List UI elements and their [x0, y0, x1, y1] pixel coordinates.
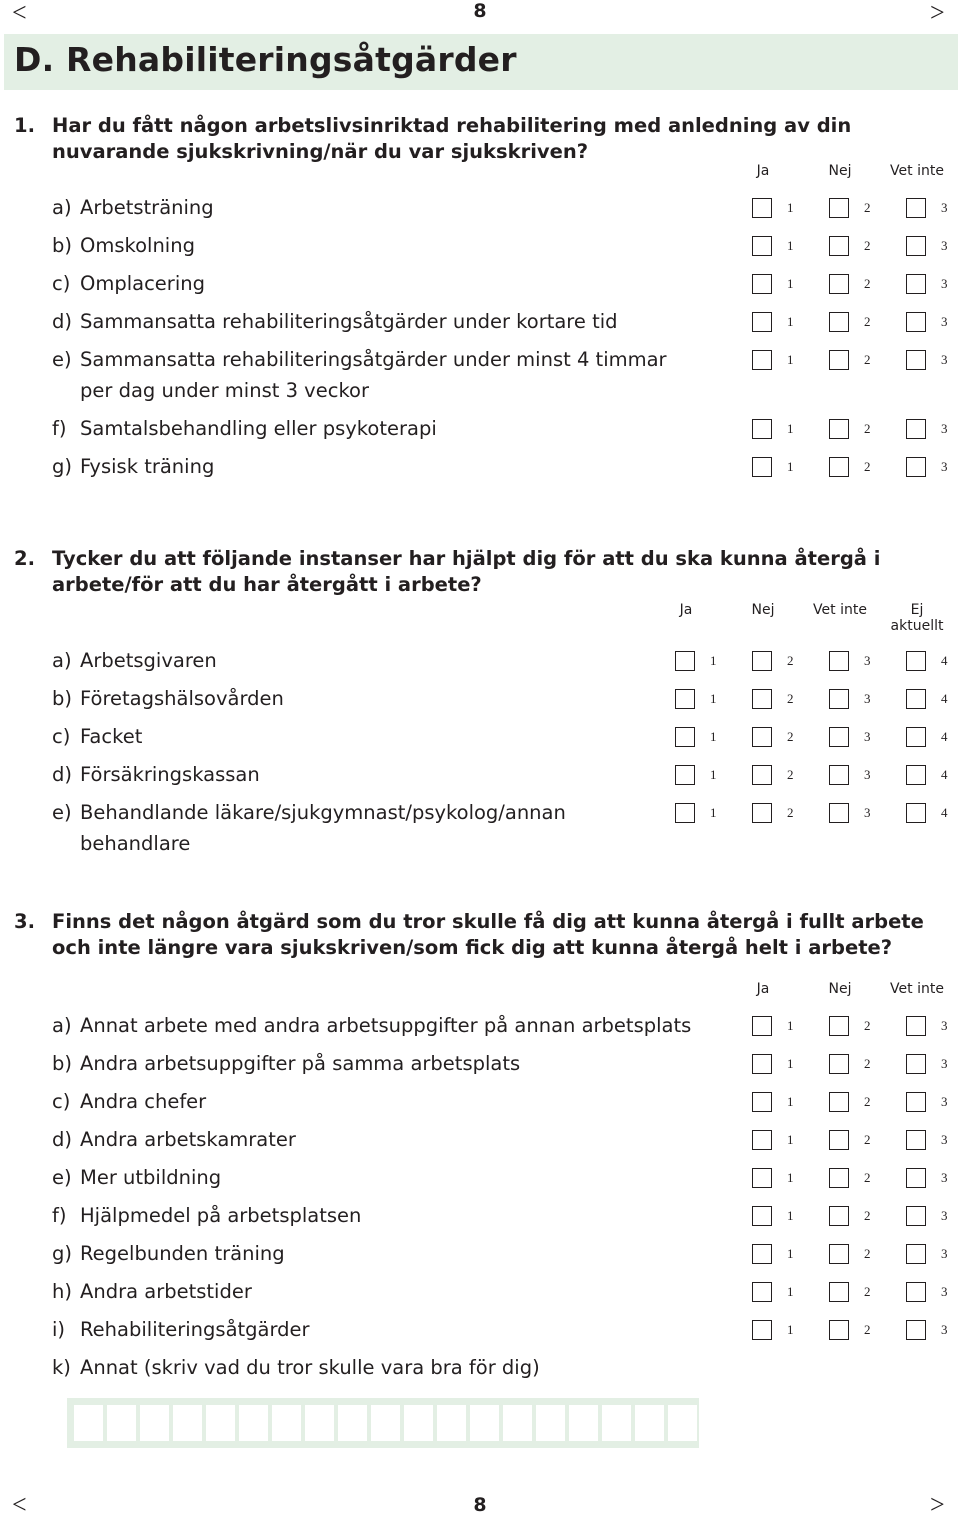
- answer-checkbox[interactable]: [752, 1092, 772, 1112]
- answer-code: 1: [710, 805, 717, 820]
- answer-code: 2: [864, 200, 871, 215]
- answer-code: 2: [864, 276, 871, 291]
- answer-checkbox[interactable]: [829, 274, 849, 294]
- text-cell[interactable]: [107, 1405, 136, 1441]
- answer-checkbox[interactable]: [829, 236, 849, 256]
- text-cell[interactable]: [140, 1405, 169, 1441]
- answer-checkbox[interactable]: [829, 1054, 849, 1074]
- text-cell[interactable]: [404, 1405, 433, 1441]
- text-cell[interactable]: [173, 1405, 202, 1441]
- answer-code: 1: [787, 1018, 794, 1033]
- answer-checkbox[interactable]: [752, 274, 772, 294]
- item-label: Andra arbetsuppgifter på samma arbetsplats: [80, 1052, 521, 1075]
- answer-checkbox[interactable]: [906, 198, 926, 218]
- answer-code: 3: [941, 200, 948, 215]
- item-letter: f): [52, 417, 67, 440]
- question-2: [14, 546, 944, 600]
- answer-checkbox[interactable]: [906, 1206, 926, 1226]
- answer-checkbox[interactable]: [829, 1320, 849, 1340]
- item-label: Företagshälsovården: [80, 687, 284, 710]
- column-header: Nej: [751, 602, 775, 618]
- answer-code: 1: [787, 276, 794, 291]
- answer-code: 1: [787, 421, 794, 436]
- item-label: Omplacering: [80, 272, 205, 295]
- answer-checkbox[interactable]: [829, 727, 849, 747]
- item-letter: e): [52, 1166, 72, 1189]
- text-cell[interactable]: [503, 1405, 532, 1441]
- section-title: D. Rehabiliteringsåtgärder: [14, 40, 517, 79]
- item-letter: i): [52, 1318, 66, 1341]
- answer-checkbox[interactable]: [829, 803, 849, 823]
- text-cell[interactable]: [437, 1405, 466, 1441]
- answer-code: 1: [787, 1322, 794, 1337]
- item-label: Behandlande läkare/sjukgymnast/psykolog/annan behandlare: [80, 801, 566, 855]
- item-letter: k): [52, 1356, 71, 1379]
- item-letter: d): [52, 1128, 72, 1151]
- answer-code: 1: [787, 314, 794, 329]
- item-letter: c): [52, 272, 71, 295]
- item-label: Arbetsträning: [80, 196, 214, 219]
- item-letter: e): [52, 801, 72, 824]
- answer-checkbox[interactable]: [906, 236, 926, 256]
- answer-code: 2: [864, 1322, 871, 1337]
- question-3: [14, 909, 944, 963]
- column-header: Vet inte: [813, 602, 867, 618]
- answer-code: 3: [941, 1132, 948, 1147]
- item-letter: b): [52, 234, 72, 257]
- answer-checkbox[interactable]: [829, 350, 849, 370]
- answer-checkbox[interactable]: [906, 1168, 926, 1188]
- page-number-top: 8: [473, 0, 487, 22]
- answer-code: 3: [941, 1246, 948, 1261]
- answer-code: 1: [787, 1246, 794, 1261]
- answer-checkbox[interactable]: [752, 1244, 772, 1264]
- next-page-arrow[interactable]: >: [930, 0, 945, 27]
- item-label: Andra arbetskamrater: [80, 1128, 296, 1151]
- answer-checkbox[interactable]: [752, 1054, 772, 1074]
- answer-code: 3: [864, 767, 871, 782]
- answer-checkbox[interactable]: [906, 1282, 926, 1302]
- answer-checkbox[interactable]: [906, 1054, 926, 1074]
- free-text-field[interactable]: [67, 1398, 699, 1448]
- answer-checkbox[interactable]: [752, 198, 772, 218]
- answer-code: 3: [941, 421, 948, 436]
- question-number: 2.: [14, 547, 35, 570]
- answer-code: 1: [787, 1208, 794, 1223]
- item-label: Samtalsbehandling eller psykoterapi: [80, 417, 437, 440]
- answer-checkbox[interactable]: [829, 312, 849, 332]
- answer-code: 3: [941, 238, 948, 253]
- answer-checkbox[interactable]: [675, 651, 695, 671]
- answer-checkbox[interactable]: [675, 727, 695, 747]
- answer-code: 1: [710, 653, 717, 668]
- next-page-arrow-bottom[interactable]: >: [930, 1490, 945, 1519]
- answer-code: 1: [787, 1284, 794, 1299]
- answer-code: 1: [787, 352, 794, 367]
- text-cell[interactable]: [206, 1405, 235, 1441]
- text-cell[interactable]: [668, 1405, 697, 1441]
- item-label: Andra arbetstider: [80, 1280, 252, 1303]
- item-letter: b): [52, 687, 72, 710]
- question-number: 1.: [14, 114, 35, 137]
- answer-code: 2: [787, 653, 794, 668]
- text-cell[interactable]: [536, 1405, 565, 1441]
- answer-checkbox[interactable]: [906, 274, 926, 294]
- item-letter: c): [52, 725, 71, 748]
- answer-checkbox[interactable]: [829, 1016, 849, 1036]
- item-label: Arbetsgivaren: [80, 649, 217, 672]
- answer-code: 3: [941, 1322, 948, 1337]
- answer-code: 2: [864, 1018, 871, 1033]
- text-cell[interactable]: [470, 1405, 499, 1441]
- column-header: Nej: [828, 163, 852, 179]
- answer-checkbox[interactable]: [906, 803, 926, 823]
- column-header: Ja: [756, 981, 770, 997]
- item-letter: a): [52, 649, 72, 672]
- answer-checkbox[interactable]: [906, 1320, 926, 1340]
- answer-checkbox[interactable]: [752, 1016, 772, 1036]
- prev-page-arrow[interactable]: <: [12, 0, 27, 27]
- answer-checkbox[interactable]: [829, 419, 849, 439]
- answer-code: 3: [941, 1018, 948, 1033]
- question-number: 3.: [14, 910, 35, 933]
- answer-checkbox[interactable]: [675, 803, 695, 823]
- answer-code: 2: [864, 459, 871, 474]
- answer-checkbox[interactable]: [906, 651, 926, 671]
- question-text: Tycker du att följande instanser har hjälpt dig för att du ska kunna återgå i arbete/för att du har återgått i arbete?: [52, 547, 881, 596]
- answer-code: 2: [864, 1208, 871, 1223]
- page-number-bottom: 8: [473, 1494, 487, 1516]
- answer-code: 1: [787, 1056, 794, 1071]
- answer-checkbox[interactable]: [906, 1130, 926, 1150]
- answer-checkbox[interactable]: [906, 1244, 926, 1264]
- answer-checkbox[interactable]: [752, 1320, 772, 1340]
- item-letter: d): [52, 763, 72, 786]
- item-label: Annat arbete med andra arbetsuppgifter på annan arbetsplats: [80, 1014, 692, 1037]
- answer-checkbox[interactable]: [829, 1282, 849, 1302]
- answer-checkbox[interactable]: [752, 1168, 772, 1188]
- answer-checkbox[interactable]: [752, 727, 772, 747]
- answer-checkbox[interactable]: [752, 651, 772, 671]
- answer-checkbox[interactable]: [675, 689, 695, 709]
- answer-checkbox[interactable]: [906, 350, 926, 370]
- item-label: Regelbunden träning: [80, 1242, 285, 1265]
- answer-checkbox[interactable]: [906, 727, 926, 747]
- answer-code: 4: [941, 805, 948, 820]
- item-letter: c): [52, 1090, 71, 1113]
- answer-code: 3: [941, 1094, 948, 1109]
- item-letter: h): [52, 1280, 72, 1303]
- answer-code: 2: [864, 1132, 871, 1147]
- answer-code: 3: [864, 653, 871, 668]
- answer-code: 2: [864, 1056, 871, 1071]
- answer-checkbox[interactable]: [752, 1282, 772, 1302]
- answer-checkbox[interactable]: [906, 1016, 926, 1036]
- answer-code: 3: [941, 314, 948, 329]
- column-header: Ja: [756, 163, 770, 179]
- answer-checkbox[interactable]: [752, 236, 772, 256]
- prev-page-arrow-bottom[interactable]: <: [12, 1490, 27, 1519]
- answer-checkbox[interactable]: [829, 1130, 849, 1150]
- answer-code: 2: [787, 805, 794, 820]
- answer-code: 2: [864, 1284, 871, 1299]
- answer-checkbox[interactable]: [752, 350, 772, 370]
- item-letter: e): [52, 348, 72, 371]
- text-cell[interactable]: [635, 1405, 664, 1441]
- item-label: Rehabiliteringsåtgärder: [80, 1318, 310, 1341]
- answer-code: 3: [864, 805, 871, 820]
- answer-checkbox[interactable]: [829, 1206, 849, 1226]
- item-label: Sammansatta rehabiliteringsåtgärder under minst 4 timmar per dag under minst 3 veckor: [80, 348, 667, 402]
- text-cell[interactable]: [338, 1405, 367, 1441]
- answer-checkbox[interactable]: [906, 689, 926, 709]
- answer-code: 2: [787, 691, 794, 706]
- item-label: Omskolning: [80, 234, 195, 257]
- item-label: Mer utbildning: [80, 1166, 222, 1189]
- column-header: Ja: [679, 602, 693, 618]
- answer-checkbox[interactable]: [829, 198, 849, 218]
- answer-code: 1: [710, 691, 717, 706]
- text-cell[interactable]: [602, 1405, 631, 1441]
- answer-checkbox[interactable]: [752, 803, 772, 823]
- answer-code: 1: [787, 1094, 794, 1109]
- answer-code: 1: [787, 200, 794, 215]
- answer-code: 3: [941, 459, 948, 474]
- answer-code: 3: [941, 1056, 948, 1071]
- answer-checkbox[interactable]: [829, 689, 849, 709]
- question-1: [14, 113, 944, 167]
- answer-code: 2: [864, 1170, 871, 1185]
- question-text: Har du fått någon arbetslivsinriktad rehabilitering med anledning av din nuvarande sjukskrivning/när du var sjukskriven?: [52, 114, 852, 163]
- column-header: Ej aktuellt: [890, 602, 944, 634]
- question-text: Finns det någon åtgärd som du tror skulle få dig att kunna återgå i fullt arbete och inte längre vara sjukskriven/som fick dig att kunna återgå helt i arbete?: [52, 910, 924, 959]
- answer-code: 3: [941, 1284, 948, 1299]
- answer-code: 4: [941, 767, 948, 782]
- answer-code: 1: [787, 1132, 794, 1147]
- answer-code: 1: [710, 767, 717, 782]
- text-cell[interactable]: [371, 1405, 400, 1441]
- item-letter: d): [52, 310, 72, 333]
- answer-checkbox[interactable]: [829, 1092, 849, 1112]
- answer-code: 2: [864, 238, 871, 253]
- answer-checkbox[interactable]: [752, 312, 772, 332]
- item-label: Försäkringskassan: [80, 763, 260, 786]
- item-label: Fysisk träning: [80, 455, 215, 478]
- item-label: Sammansatta rehabiliteringsåtgärder under kortare tid: [80, 310, 618, 333]
- answer-checkbox[interactable]: [906, 765, 926, 785]
- answer-code: 2: [864, 314, 871, 329]
- answer-code: 4: [941, 653, 948, 668]
- answer-checkbox[interactable]: [906, 312, 926, 332]
- answer-checkbox[interactable]: [752, 419, 772, 439]
- answer-checkbox[interactable]: [829, 1168, 849, 1188]
- item-label: Facket: [80, 725, 143, 748]
- answer-checkbox[interactable]: [906, 457, 926, 477]
- text-cell[interactable]: [74, 1405, 103, 1441]
- answer-code: 4: [941, 691, 948, 706]
- item-letter: b): [52, 1052, 72, 1075]
- item-label: Hjälpmedel på arbetsplatsen: [80, 1204, 362, 1227]
- answer-checkbox[interactable]: [752, 457, 772, 477]
- answer-checkbox[interactable]: [829, 1244, 849, 1264]
- answer-code: 1: [710, 729, 717, 744]
- answer-code: 1: [787, 459, 794, 474]
- answer-code: 2: [864, 421, 871, 436]
- answer-code: 3: [864, 691, 871, 706]
- item-letter: a): [52, 1014, 72, 1037]
- answer-code: 3: [864, 729, 871, 744]
- answer-checkbox[interactable]: [675, 765, 695, 785]
- column-header: Nej: [828, 981, 852, 997]
- answer-code: 4: [941, 729, 948, 744]
- answer-code: 2: [787, 767, 794, 782]
- text-cell[interactable]: [239, 1405, 268, 1441]
- answer-code: 2: [864, 352, 871, 367]
- answer-checkbox[interactable]: [829, 765, 849, 785]
- answer-code: 2: [864, 1094, 871, 1109]
- answer-code: 2: [787, 729, 794, 744]
- answer-checkbox[interactable]: [752, 1206, 772, 1226]
- answer-code: 3: [941, 1170, 948, 1185]
- answer-code: 3: [941, 352, 948, 367]
- item-letter: a): [52, 196, 72, 219]
- item-label: Andra chefer: [80, 1090, 207, 1113]
- answer-checkbox[interactable]: [752, 689, 772, 709]
- text-cell[interactable]: [272, 1405, 301, 1441]
- text-cell[interactable]: [305, 1405, 334, 1441]
- item-letter: g): [52, 1242, 72, 1265]
- answer-checkbox[interactable]: [752, 765, 772, 785]
- answer-checkbox[interactable]: [752, 1130, 772, 1150]
- answer-code: 3: [941, 1208, 948, 1223]
- answer-code: 1: [787, 1170, 794, 1185]
- answer-checkbox[interactable]: [829, 651, 849, 671]
- column-header: Vet inte: [890, 981, 944, 997]
- item-letter: f): [52, 1204, 67, 1227]
- answer-checkbox[interactable]: [906, 1092, 926, 1112]
- item-label: Annat (skriv vad du tror skulle vara bra för dig): [80, 1356, 540, 1379]
- answer-code: 2: [864, 1246, 871, 1261]
- answer-code: 1: [787, 238, 794, 253]
- item-letter: g): [52, 455, 72, 478]
- answer-checkbox[interactable]: [906, 419, 926, 439]
- answer-code: 3: [941, 276, 948, 291]
- answer-checkbox[interactable]: [829, 457, 849, 477]
- column-header: Vet inte: [890, 163, 944, 179]
- text-cell[interactable]: [569, 1405, 598, 1441]
